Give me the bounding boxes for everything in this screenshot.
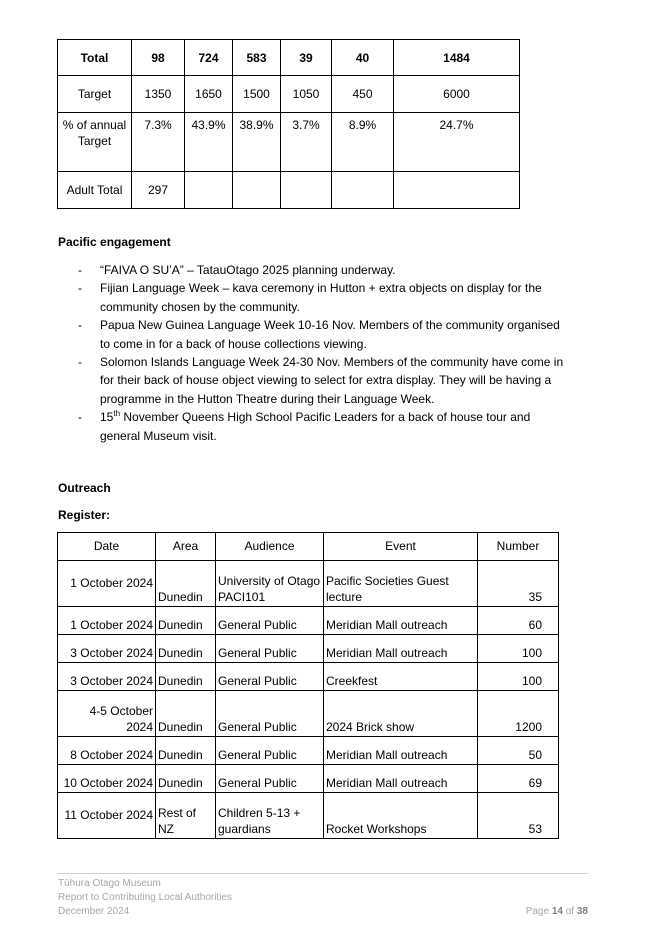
table-cell: 1350 xyxy=(132,76,185,113)
audience-cell: University of Otago PACI101 xyxy=(216,561,324,607)
audience-cell: General Public xyxy=(216,635,324,663)
audience-cell: General Public xyxy=(216,765,324,793)
table-cell: 39 xyxy=(281,40,332,76)
table-cell: 7.3% xyxy=(132,113,185,172)
area-cell: Dunedin xyxy=(156,607,216,635)
table-cell: 40 xyxy=(332,40,394,76)
table-row xyxy=(58,663,559,691)
number-cell: 100 xyxy=(478,663,559,691)
column-header: Event xyxy=(324,533,478,561)
event-cell: Meridian Mall outreach xyxy=(324,737,478,765)
footer-date: December 2024 xyxy=(58,906,130,917)
date-cell: 11 October 2024 xyxy=(58,793,156,839)
table-cell: 43.9% xyxy=(185,113,233,172)
list-item: - Solomon Islands Language Week 24-30 Nov. Members of the community have come in for their back of house object viewing to select for extra display. They will be having a programme in the Hutton Theatre during their Language Week. xyxy=(78,353,568,408)
table-cell xyxy=(332,172,394,209)
event-cell: Rocket Workshops xyxy=(324,793,478,839)
row-label: Adult Total xyxy=(58,172,132,209)
table-cell: 38.9% xyxy=(233,113,281,172)
outreach-table xyxy=(57,532,559,839)
pacific-list xyxy=(78,261,568,445)
number-cell: 35 xyxy=(478,561,559,607)
table-row xyxy=(58,172,520,209)
pacific-heading: Pacific engagement xyxy=(58,235,171,249)
number-cell: 50 xyxy=(478,737,559,765)
table-cell: 24.7% xyxy=(394,113,520,172)
row-label: Target xyxy=(58,76,132,113)
footer-report-title: Report to Contributing Local Authorities xyxy=(58,892,232,903)
date-cell: 1 October 2024 xyxy=(58,607,156,635)
summary-table xyxy=(57,39,520,209)
column-header: Audience xyxy=(216,533,324,561)
number-cell: 53 xyxy=(478,793,559,839)
area-cell: Dunedin xyxy=(156,635,216,663)
footer-divider xyxy=(57,873,588,874)
audience-cell: General Public xyxy=(216,607,324,635)
table-cell: 3.7% xyxy=(281,113,332,172)
date-cell: 10 October 2024 xyxy=(58,765,156,793)
row-label: Total xyxy=(58,40,132,76)
area-cell: Dunedin xyxy=(156,561,216,607)
date-suffix: th xyxy=(113,409,121,419)
table-cell: 6000 xyxy=(394,76,520,113)
area-cell: Dunedin xyxy=(156,663,216,691)
table-cell xyxy=(233,172,281,209)
event-cell: Meridian Mall outreach xyxy=(324,765,478,793)
list-item-text: November Queens High School Pacific Leaders for a back of house tour and general Museum visit. xyxy=(100,410,531,443)
table-row xyxy=(58,561,559,607)
footer-org: Tūhura Otago Museum xyxy=(58,878,161,889)
audience-cell: General Public xyxy=(216,737,324,765)
list-item xyxy=(78,408,568,445)
table-cell: 1484 xyxy=(394,40,520,76)
audience-cell: General Public xyxy=(216,663,324,691)
area-cell: Dunedin xyxy=(156,737,216,765)
event-cell: Pacific Societies Guest lecture xyxy=(324,561,478,607)
area-cell: Dunedin xyxy=(156,691,216,737)
date-cell: 4-5 October 2024 xyxy=(58,691,156,737)
table-row xyxy=(58,76,520,113)
number-cell: 100 xyxy=(478,635,559,663)
audience-cell: Children 5-13 + guardians xyxy=(216,793,324,839)
column-header: Number xyxy=(478,533,559,561)
table-row xyxy=(58,635,559,663)
audience-cell: General Public xyxy=(216,691,324,737)
table-cell: 583 xyxy=(233,40,281,76)
table-cell: 1050 xyxy=(281,76,332,113)
page-number xyxy=(526,906,588,917)
of-word: of xyxy=(565,906,575,917)
date-day: 15 xyxy=(100,410,114,425)
number-cell: 60 xyxy=(478,607,559,635)
table-row xyxy=(58,113,520,172)
number-cell: 69 xyxy=(478,765,559,793)
table-cell: 8.9% xyxy=(332,113,394,172)
table-cell: 724 xyxy=(185,40,233,76)
area-cell: Rest of NZ xyxy=(156,793,216,839)
page-current: 14 xyxy=(551,906,563,917)
table-cell: 1650 xyxy=(185,76,233,113)
event-cell: Creekfest xyxy=(324,663,478,691)
date-cell: 3 October 2024 xyxy=(58,635,156,663)
table-row xyxy=(58,691,559,737)
table-cell xyxy=(281,172,332,209)
page-word: Page xyxy=(525,906,550,917)
row-label: % of annual Target xyxy=(58,113,132,172)
date-cell: 1 October 2024 xyxy=(58,561,156,607)
event-cell: Meridian Mall outreach xyxy=(324,607,478,635)
table-header-row xyxy=(58,533,559,561)
number-cell: 1200 xyxy=(478,691,559,737)
table-row xyxy=(58,793,559,839)
table-row xyxy=(58,40,520,76)
table-cell: 450 xyxy=(332,76,394,113)
column-header: Area xyxy=(156,533,216,561)
register-subheading: Register: xyxy=(58,508,111,522)
list-item: - Fijian Language Week – kava ceremony in Hutton + extra objects on display for the community chosen by the community. xyxy=(78,279,568,316)
event-cell: Meridian Mall outreach xyxy=(324,635,478,663)
list-item: - “FAIVA O SU’A” – TatauOtago 2025 planning underway. xyxy=(78,261,568,279)
date-cell: 3 October 2024 xyxy=(58,663,156,691)
column-header: Date xyxy=(58,533,156,561)
table-cell xyxy=(185,172,233,209)
page-total: 38 xyxy=(576,906,588,917)
table-cell: 297 xyxy=(132,172,185,209)
list-item: - Papua New Guinea Language Week 10-16 Nov. Members of the community organised to come in for a back of house collections viewing. xyxy=(78,316,568,353)
table-cell: 98 xyxy=(132,40,185,76)
date-cell: 8 October 2024 xyxy=(58,737,156,765)
table-row xyxy=(58,737,559,765)
table-cell: 1500 xyxy=(233,76,281,113)
table-cell xyxy=(394,172,520,209)
outreach-heading: Outreach xyxy=(58,481,111,495)
table-row xyxy=(58,607,559,635)
table-row xyxy=(58,765,559,793)
area-cell: Dunedin xyxy=(156,765,216,793)
event-cell: 2024 Brick show xyxy=(324,691,478,737)
